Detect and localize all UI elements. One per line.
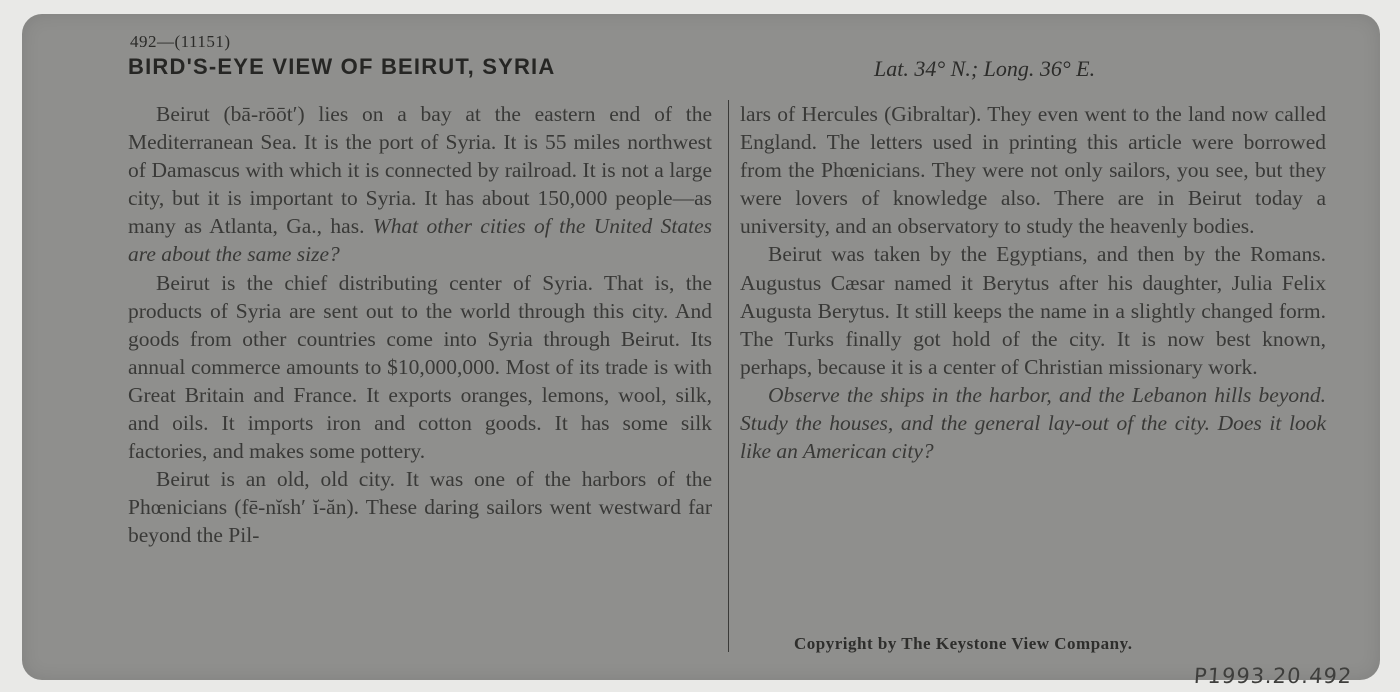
stereograph-card-back (22, 14, 1380, 688)
catalog-number: P1993.20.492 (1193, 664, 1354, 688)
copyright-line: Copyright by The Keystone View Company. (794, 634, 1133, 653)
left-column (128, 100, 712, 550)
intro-text: Beirut (bā-rōōt′) lies on a bay at the eastern end of the Mediterranean Sea. It is the port of Syria. It is 55 miles northwest of Damascus with which it is connected by railroad. It is not a large city, but it is important to Syria. It has about 150,000 people—as many as Atlanta, Ga., has. (128, 102, 712, 239)
paragraph-observe (740, 381, 1326, 465)
column-divider (728, 100, 729, 652)
paragraph-history: Beirut was taken by the Egyptians, and then by the Romans. Augustus Cæsar named it Berytus after his daughter, Julia Felix Augusta Berytus. It still keeps the name in a slightly changed form. The Turks finally got hold of the city. It is now best known, perhaps, because it is a center of Christian missionary work. (740, 242, 1326, 379)
card-number: 492—(11151) (130, 32, 231, 51)
coordinates: Lat. 34° N.; Long. 36° E. (874, 56, 1096, 81)
paragraph-phoenicians-continued: lars of Hercules (Gibraltar). They even went to the land now called England. The letters used in printing this article were borrowed from the Phœnicians. They were not only sailors, you see, but they were lovers of knowledge also. There are in Beirut today a university, and an observatory to study the heavenly bodies. (740, 102, 1326, 239)
paragraph-intro (128, 100, 712, 269)
intro-question: What other cities of the United States are about the same size? (128, 214, 712, 267)
card-title: BIRD'S-EYE VIEW OF BEIRUT, SYRIA (128, 54, 556, 79)
paragraph-commerce: Beirut is the chief distributing center of Syria. That is, the products of Syria are sent out to the world through this city. And goods from other countries come into Syria through Beirut. Its annual commerce amounts to $10,000,000. Most of its trade is with Great Britain and France. It exports oranges, lemons, wool, silk, and oils. It imports iron and cotton goods. It has some silk factories, and makes some pottery. (128, 270, 712, 464)
paragraph-phoenicians: Beirut is an old, old city. It was one of the harbors of the Phœnicians (fē-nĭsh′ ĭ-ăn). These daring sailors went westward far beyond the Pil- (128, 467, 712, 548)
observe-question: Observe the ships in the harbor, and the Lebanon hills beyond. Study the houses, and the general lay-out of the city. Does it look like an American city? (740, 382, 1326, 464)
right-column (740, 100, 1326, 465)
